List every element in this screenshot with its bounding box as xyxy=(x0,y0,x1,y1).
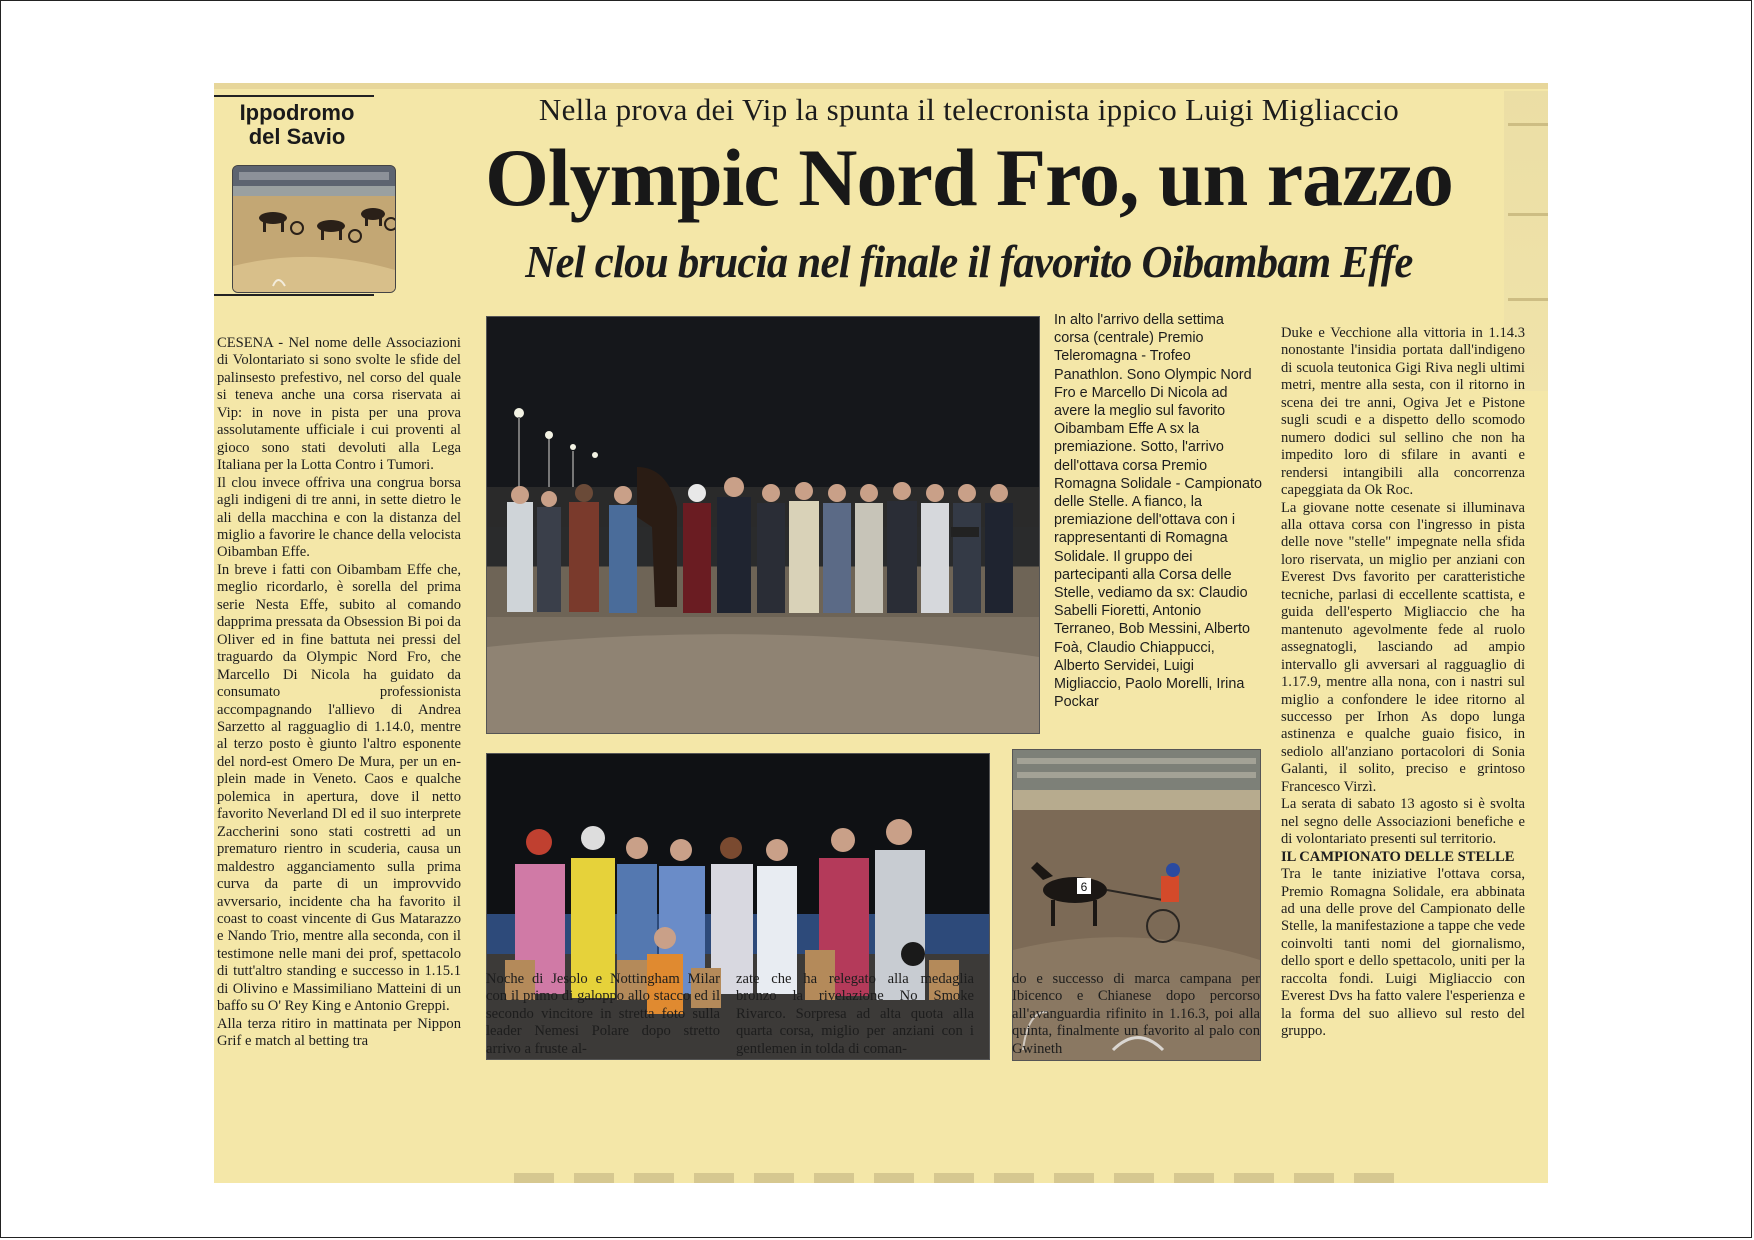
award-ceremony-photo xyxy=(486,316,1040,734)
overline: Nella prova dei Vip la spunta il telecronista ippico Luigi Migliaccio xyxy=(538,92,1400,127)
article-paragraph: zate che ha relegato alla medaglia bronzo la rivelazione No Smoke Rivarco. Sorpresa ad alta quota alla quarta corsa, miglio per anziani con i gentlemen in tolda di coman- xyxy=(736,971,974,1057)
torn-edge xyxy=(214,83,1548,89)
photo-caption: In alto l'arrivo della settima corsa (centrale) Premio Teleromagna - Trofeo Panathlon. Sono Olympic Nord Fro e Marcello Di Nicola ad avere la meglio sul favorito Oibambam Effe A sx la premiazione. Sotto, l'arrivo dell'ottava corsa Premio Romagna Solidale - Campionato delle Stelle. A fianco, la premiazione dell'ottava con i rappresentanti di Romagna Solidale. Il gruppo dei partecipanti alla Corsa delle Stelle, vediamo da sx: Claudio Sabelli Fioretti, Antonio Terraneo, Bob Messini, Alberto Foà, Claudio Chiappucci, Alberto Servidei, Luigi Migliaccio, Paolo Morelli, Irina Pockar xyxy=(1054,312,1262,711)
headline: Olympic Nord Fro, un razzo xyxy=(485,132,1453,223)
article-paragraph: Duke e Vecchione alla vittoria in 1.14.3 nonostante l'insidia portata dall'indigeno di scuola teutonica Gigi Riva negli ultimi metri, mentre alla sesta, con il ritorno in scena dei tre anni, Ogiva Jet e Pistone sugli scudi e a dispetto dello scomodo numero dodici sul sellino che non ha impedito loro di sfilare in avanti e rendersi intangibili alla concorrenza capeggiata da Ok Roc. xyxy=(1281,325,1525,499)
article-column-1 xyxy=(217,335,461,1051)
newspaper-clipping xyxy=(214,83,1548,1183)
thumbnail-photo xyxy=(232,165,396,293)
harness-race-thumbnail-image xyxy=(233,166,395,292)
kicker-line-2: del Savio xyxy=(248,124,346,149)
article-paragraph: Tra le tante iniziative l'ottava corsa, Premio Romagna Solidale, era abbinata ad una delle prove del Campionato delle Stelle, la manifestazione a tappe che vede coinvolti tanti nomi del giornalismo, dello sport e dello spettacolo, uniti per la raccolta fondi. Luigi Migliaccio con Everest Dvs ha fatto valere l'esperienza e la forma del suo allievo sul resto del gruppo. xyxy=(1281,866,1525,1040)
race-bib-number: 6 xyxy=(1080,880,1088,894)
kicker-rule-bottom xyxy=(214,294,374,296)
article-column-5 xyxy=(1281,325,1525,1041)
article-paragraph: do e successo di marca campana per Ibicenco e Chianese dopo percorso all'avanguardia rifinito in 1.16.3, poi alla quinta, finalmente un favorito al palo con Gwineth xyxy=(1012,971,1260,1057)
article-paragraph: La giovane notte cesenate si illuminava alla ottava corsa con l'ingresso in pista delle nove "stelle" impegnate nella sfida loro riservata, un miglio per anziani con Everest Dvs favorito per caratteristiche tecniche, parlasi di eccellente scattista, e guida dell'esperto Migliaccio che ha mantenuto agevolmente fede al ruolo assegnatogli, lasciando ad ampio intervallo gli avversari al ragguaglio di 1.17.9, mentre alla nona, con i nastri sul miglio a confondere le idee ritorno al successo per Irhon As dopo lunga astinenza e qualche guaio fisico, in sediolo all'anziano portacolori di Sonia Galanti, il solito, preciso e grintoso Francesco Virzì. xyxy=(1281,499,1525,795)
kicker-box xyxy=(222,101,372,149)
article-paragraph: Alla terza ritiro in mattinata per Nippon Grif e match al betting tra xyxy=(217,1015,461,1050)
bleed-through-bottom xyxy=(514,1173,1414,1183)
article-column-2 xyxy=(486,971,720,1058)
kicker-rule-top xyxy=(214,95,374,97)
article-paragraph: Noche di Jesolo e Nottingham Milar con il primo di galoppo allo stacco ed il secondo vincitore in stretta foto sulla leader Nemesi Polare dopo stretto arrivo a fruste al- xyxy=(486,971,720,1057)
bleed-through-line xyxy=(1508,123,1548,126)
subheadline: Nel clou brucia nel finale il favorito Oibambam Effe xyxy=(525,236,1413,287)
article-column-3 xyxy=(736,971,974,1058)
article-paragraph: In breve i fatti con Oibambam Effe che, meglio ricordarlo, è sorella del prima serie Nesta Effe, subito al comando dapprima pressata da Obsession Bi poi da Oliver ed in fine battuta nei pressi del traguardo da Olympic Nord Fro, che Marcello Di Nicola ha guidato da consumato professionista accompagnando l'allievo di Andrea Sarzetto al ragguaglio di 1.14.0, mentre al terzo posto è giunto l'altro esponente del nord-est Omero De Mura, per un en-plein made in Veneto. Caos e qualche polemica in apertura, dove il netto favorito Neverland Dl ed il suo interprete Zaccherini sono stati costretti ad un prematuro rientro in scuderia, causa un maldestro agganciamento sulla prima curva da parte di un improvvido avversario, incidente cha ha favorito il coast to coast vincente di Gus Matarazzo e Nando Trio, mentre alla seconda, con il testimone nelle mani dei prof, spettacolo di tutt'altro standing e successo in 1.15.1 di Olivino e Massimiliano Matteini di un baffo su O' Rey King e Antonio Greppi. xyxy=(217,561,461,1015)
section-heading: IL CAMPIONATO DELLE STELLE xyxy=(1281,848,1515,865)
article-paragraph: La serata di sabato 13 agosto si è svolta nel segno delle Associazioni benefiche e di volontariato presenti sul territorio. xyxy=(1281,796,1525,848)
article-paragraph: Il clou invece offriva una congrua borsa agli indigeni di tre anni, in sette dietro le ali della macchina e con la distanza del miglio a favorire le chance della velocista Oibamban Effe. xyxy=(217,474,461,561)
bleed-through-line xyxy=(1508,298,1548,301)
award-ceremony-image xyxy=(487,317,1039,733)
article-paragraph: CESENA - Nel nome delle Associazioni di Volontariato si sono svolte le sfide del palinsesto prefestivo, nel corso del quale si teneva anche una corsa riservata ai Vip: in nove in pista per una prova assolutamente ufficiale i cui proventi al gioco sono stati devoluti alla Lega Italiana per la Lotta Contro i Tumori. xyxy=(217,335,461,474)
kicker-line-1: Ippodromo xyxy=(239,100,355,125)
article-column-4 xyxy=(1012,971,1260,1058)
bleed-through-line xyxy=(1508,213,1548,216)
